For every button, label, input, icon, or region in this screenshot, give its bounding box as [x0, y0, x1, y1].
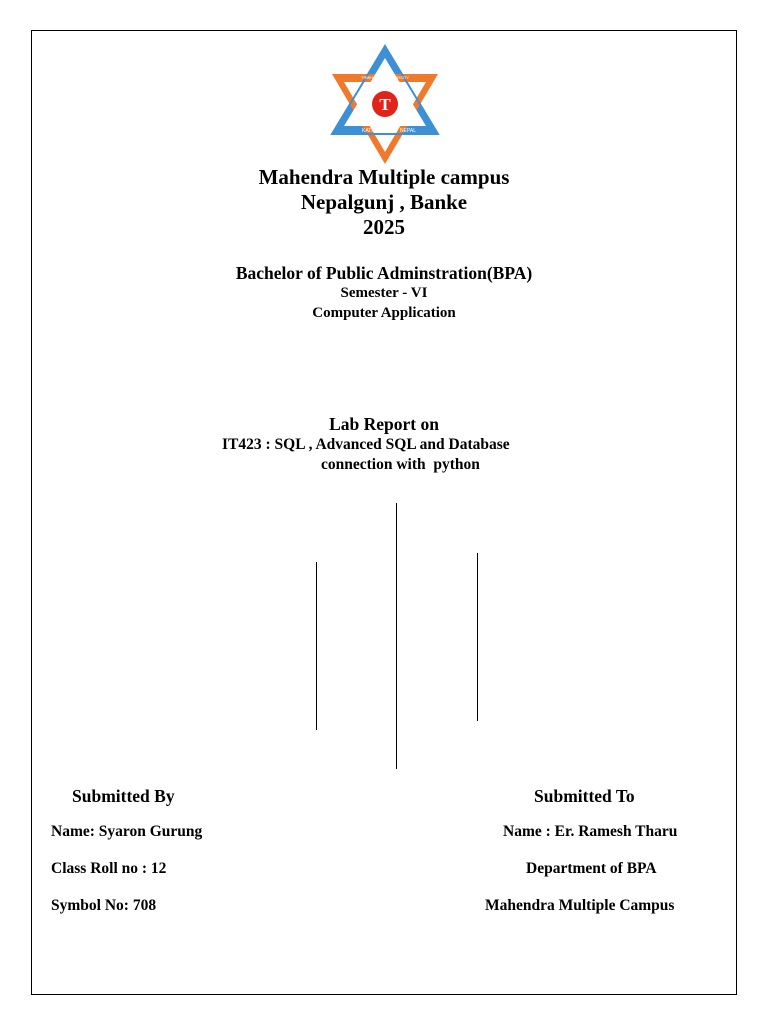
lab-topic-line-2: connection with python [321, 456, 480, 473]
semester-label: Semester - VI [340, 285, 428, 301]
student-name: Name: Syaron Gurung [51, 823, 203, 840]
emblem-text-kathmandu: KATHMANDU [362, 128, 394, 134]
lab-topic-line-1: IT423 : SQL , Advanced SQL and Database [222, 436, 510, 453]
emblem-text-nepal: NEPAL [400, 128, 417, 134]
course-label: Computer Application [312, 305, 456, 321]
campus-name-footer: Mahendra Multiple Campus [485, 897, 675, 914]
submitted-to-heading: Submitted To [534, 786, 635, 806]
submitted-by-heading: Submitted By [72, 786, 175, 806]
lab-report-heading: Lab Report on [329, 414, 439, 434]
campus-title [0, 165, 768, 240]
student-roll-number: Class Roll no : 12 [51, 860, 167, 877]
decorative-vertical-line-left [316, 562, 317, 730]
department-name: Department of BPA [526, 860, 657, 877]
svg-text:T: T [379, 95, 391, 114]
emblem-text-university: TRIBHUVAN UNIVERSITY [361, 75, 409, 80]
student-symbol-number: Symbol No: 708 [51, 897, 157, 914]
university-emblem-logo [330, 44, 440, 166]
teacher-name: Name : Er. Ramesh Tharu [503, 823, 678, 840]
degree-title: Bachelor of Public Adminstration(BPA) [235, 263, 533, 283]
decorative-vertical-line-right [477, 553, 478, 721]
campus-name: Mahendra Multiple campus [258, 165, 510, 189]
decorative-vertical-line-center [396, 503, 397, 769]
report-year: 2025 [363, 215, 405, 239]
campus-location: Nepalgunj , Banke [300, 190, 468, 214]
